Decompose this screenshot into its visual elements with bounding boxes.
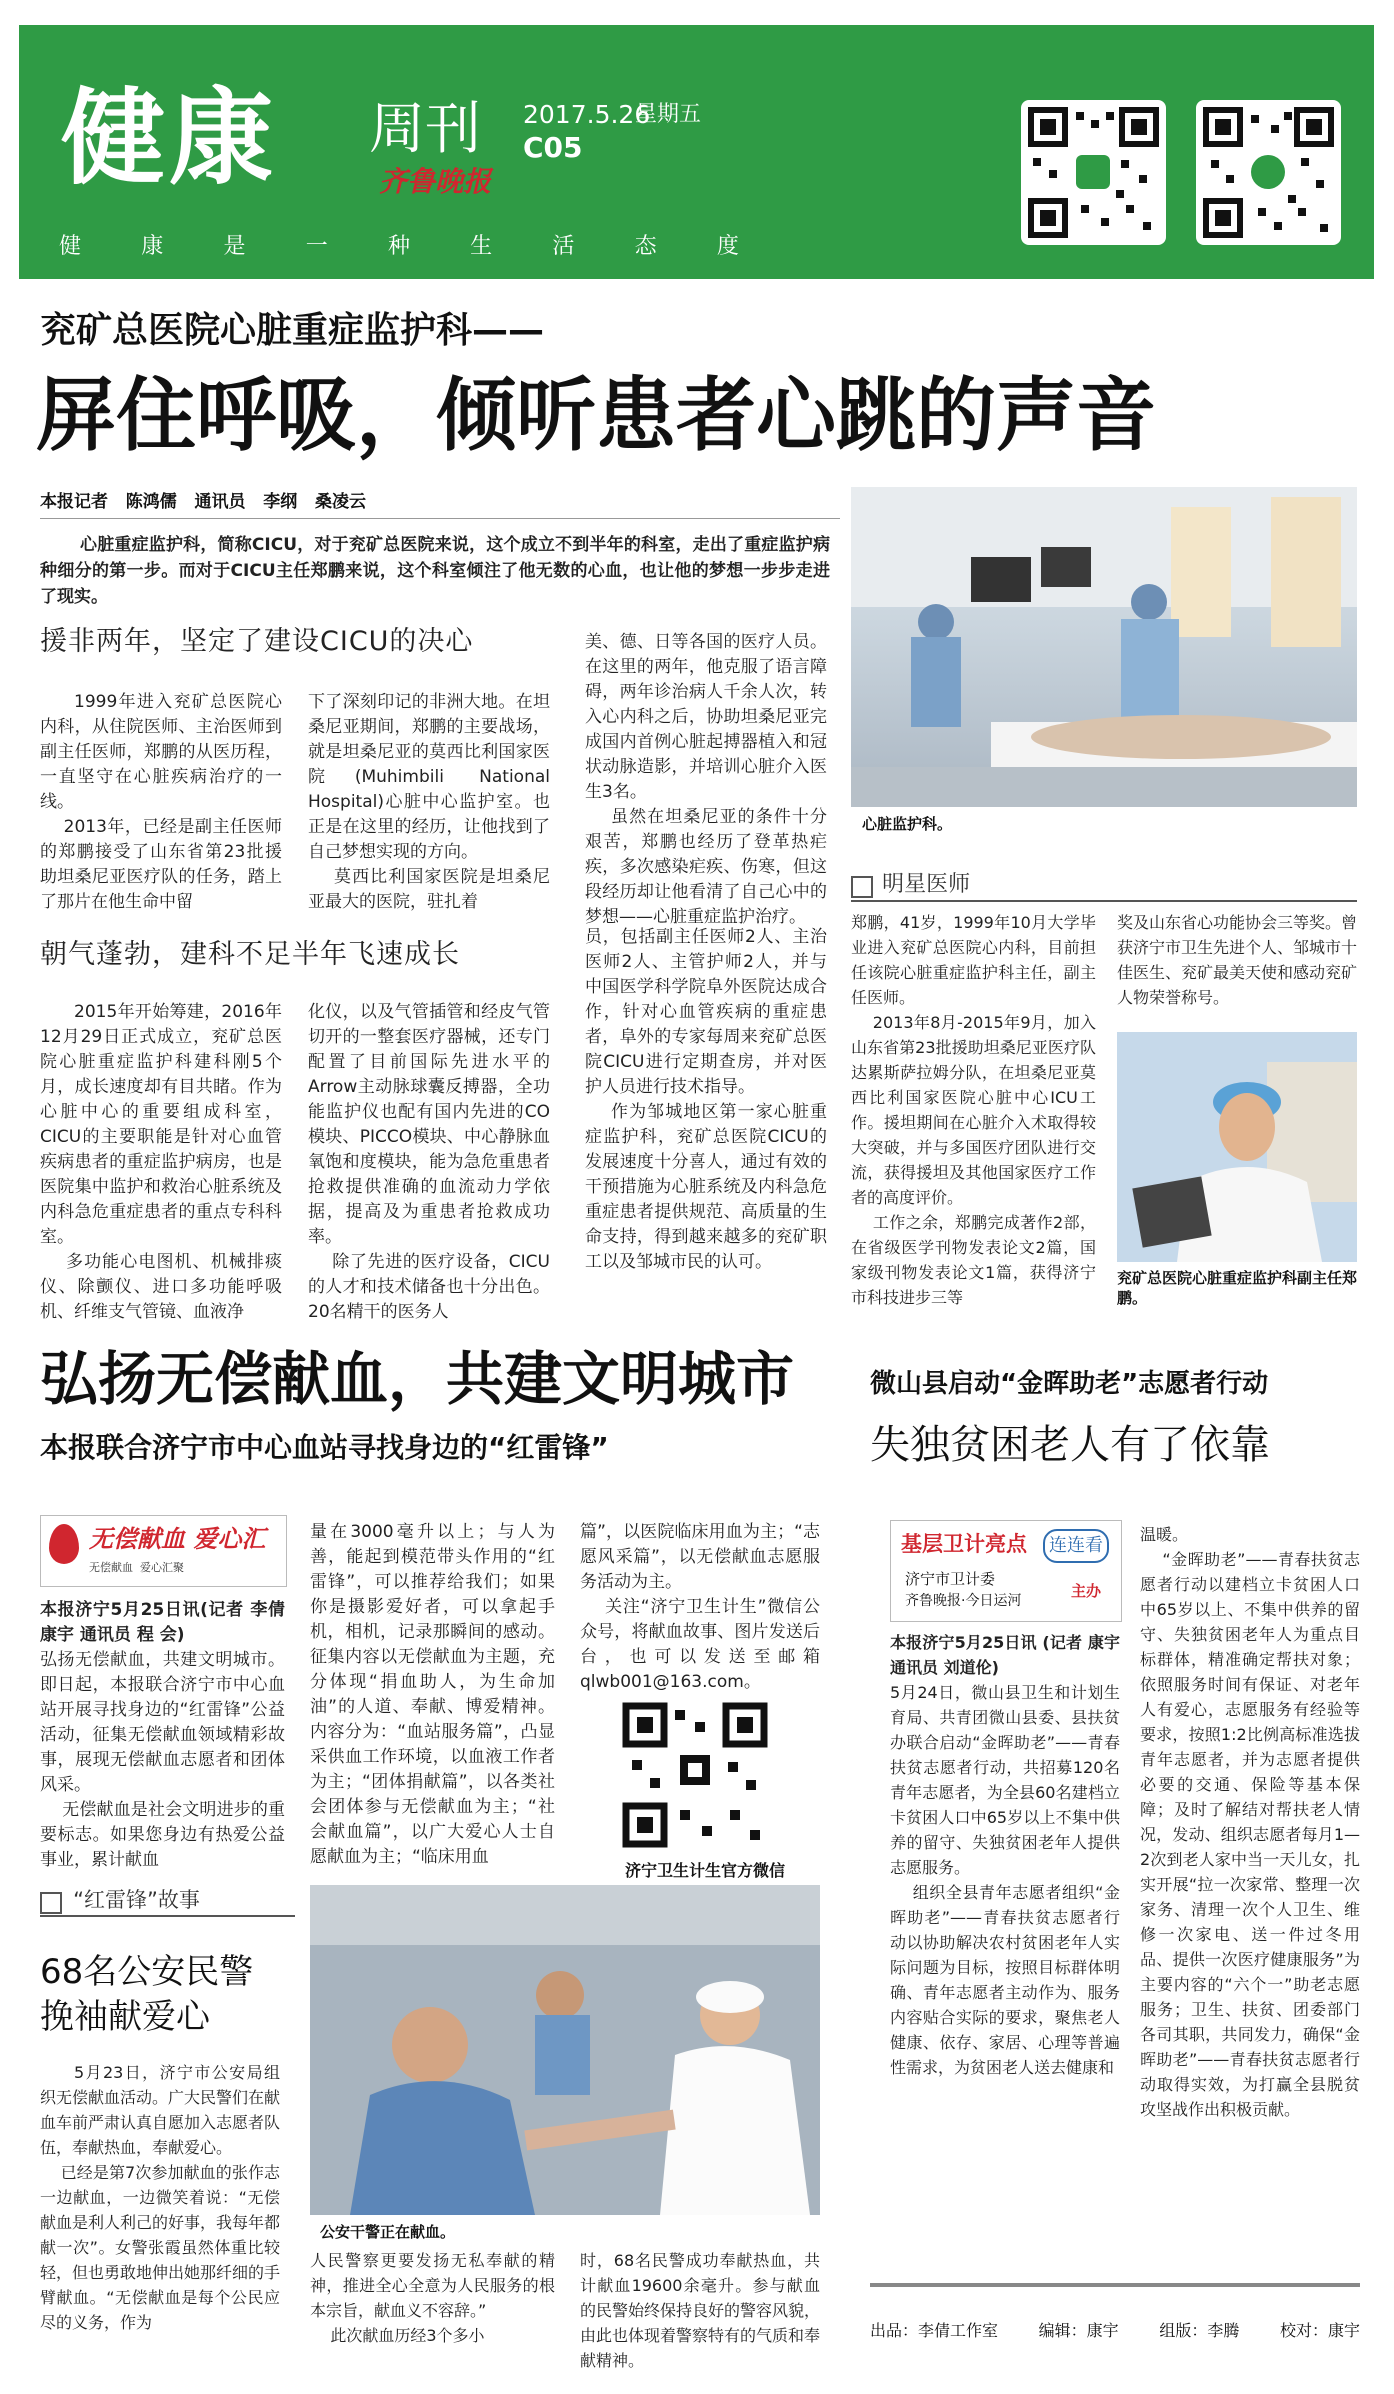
blood-drop-icon <box>49 1524 79 1564</box>
story-label-text: “红雷锋”故事 <box>73 1888 200 1912</box>
story3-col-b: 温暖。 “金晖助老”——青春扶贫志愿者行动以建档立卡贫困人口中65岁以上、不集中供养的留守、失独贫困老年人为重点目标群体，精准确定帮扶对象；依照服务时间有保证、对老年人有爱心，志愿服务有经验等要求，按照1:2比例高标准选拔青年志愿者，并为志愿者提供必要的交通、保险等基本保障；及时了解结对帮扶老人情况，发动、组织志愿者每月1—2次到老人家中当一天儿女，扎实开展“拉一次家常、整理一次家务、清理一次个人卫生、维修一次家电、送一件过冬用品、提供一次医疗健康服务”为主要内容的“六个一”助老志愿服务；卫生、扶贫、团委部门各司其职，共同发力，确保“金晖助老”——青春扶贫志愿者行动取得实效，为打赢全县脱贫攻坚战作出积极贡献。 <box>1140 1525 1360 2119</box>
story2-col-c: 篇”，以医院临床用血为主；“志愿风采篇”，以无偿献血志愿服务活动为主。 关注“济宁卫生计生”微信公众号，将献血故事、图片发送后台，也可以发送至邮箱qlwb001@163.com。 <box>580 1522 820 1692</box>
story2-dateline: 本报济宁5月25日讯(记者 李倩 康宇 通讯员 程 会) <box>40 1600 291 1645</box>
masthead-banner <box>19 25 1374 279</box>
qr-caption: 济宁卫生计生官方微信 <box>625 1861 786 1880</box>
story-label-icon <box>40 1892 62 1914</box>
slogan-char: 健 <box>59 234 82 259</box>
story1-col2-a: 2015年开始筹建，2016年12月29日正式成立，兖矿总医院心脏重症监护科建科刚5个月，成长速度却有目共睹。作为心脏中心的重要组成科室，CICU的主要职能是针对心血管疾病患者的重症监护病房，也是医院集中监护和救治心脏系统及内科急危重症患者的重点专科科室。 多功能心电图机、机械排痰仪、除颤仪、进口多功能呼吸机、纤维支气管镜、血液净 <box>40 1002 282 1322</box>
doctor-photo-caption: 兖矿总医院心脏重症监护科副主任郑鹏。 <box>1117 1269 1358 1307</box>
story1-col2-b: 化仪，以及气管插管和经皮气管切开的一整套医疗器械，还专门配置了目前国际先进水平的Arrow主动脉球囊反搏器，全功能监护仪也配有国内先进的CO模块、PICCO模块、中心静脉血氧饱和度模块，能为急危重患者抢救提供准确的血流动力学依据，提高及为重患者抢救成功率。 除了先进的医疗设备，CICU的人才和技术储备也十分出色。20名精干的医务人 <box>308 1002 550 1322</box>
logo-org: 济宁市卫计委 <box>905 1570 996 1588</box>
story1-subhead-1: 援非两年，坚定了建设CICU的决心 <box>40 626 474 657</box>
icu-ward-photo <box>851 487 1357 807</box>
story-col-b: 人民警察更要发扬无私奉献的精神，推进全心全意为人民服务的根本宗旨，献血义不容辞。” 此次献血历经3个多小 <box>310 2251 555 2345</box>
footer-producer: 出品：李倩工作室 <box>870 2321 999 2340</box>
masthead-paper-name: 齐鲁晚报 <box>379 165 492 198</box>
grassroots-logo <box>890 1520 1122 1622</box>
story3-col-a: 5月24日，微山县卫生和计划生育局、共青团微山县委、县扶贫办联合启动“金晖助老”——青春扶贫志愿者行动，共招募120名青年志愿者，为全县60名建档立卡贫困人口中65岁以上不集中供养的留守、失独贫困老年人提供志愿服务。 组织全县青年志愿者组织“金晖助老”——青春扶贫志愿者行动以协助解决农村贫困老年人实际问题为目标，按照目标群体明确、青年志愿者主动作为、服务内容贴合实际的要求，聚焦老人健康、依存、家居、心理等普遍性需求，为贫困老人送去健康和 <box>890 1683 1120 2077</box>
slogan-char: 活 <box>552 234 575 259</box>
story1-subhead-2: 朝气蓬勃，建科不足半年飞速成长 <box>40 939 460 970</box>
logo-text: 无偿献血 爱心汇 <box>89 1525 266 1553</box>
masthead-title: 健康 <box>61 77 278 199</box>
story1-col1-a: 1999年进入兖矿总医院心内科，从住院医师、主治医师到副主任医师，郑鹏的从医历程，一直坚守在心脏疾病治疗的一线。 2013年，已经是副主任医师的郑鹏接受了山东省第23批援助坦桑尼亚医疗队的任务，踏上了那片在他生命中留 <box>40 692 282 912</box>
story-col-c: 时，68名民警成功奉献热血，共计献血19600余毫升。参与献血的民警始终保持良好的警容风貌，由此也体现着警察特有的气质和奉献精神。 <box>580 2251 821 2370</box>
slogan-char: 态 <box>634 234 657 259</box>
photo-caption: 心脏监护科。 <box>862 815 953 833</box>
story-title-line-2: 挽袖献爱心 <box>40 1997 210 2037</box>
logo-host: 主办 <box>1071 1582 1102 1600</box>
doctor-box-label <box>851 870 1071 900</box>
doctor-box-col-a: 郑鹏，41岁，1999年10月大学毕业进入兖矿总医院心内科，目前担任该院心脏重症监护科主任，副主任医师。 2013年8月-2015年9月，加入山东省第23批援助坦桑尼亚医疗队达累斯萨拉姆分队，在坦桑尼亚莫西比利国家医院心脏中心ICU工作。援坦期间在心脏介入术取得较大突破，并与多国医疗团队进行交流，获得援坦及其他国家医疗工作者的高度评价。 工作之余，郑鹏完成著作2部，在省级医学刊物发表论文2篇，国家级刊物发表论文1篇，获得济宁市科技进步三等 <box>851 913 1097 1307</box>
footer-layout: 组版：李腾 <box>1159 2321 1240 2340</box>
doctor-box-col-b: 奖及山东省心功能协会三等奖。曾获济宁市卫生先进个人、邹城市十佳医生、兖矿最美天使和感动兖矿人物荣誉称号。 <box>1117 913 1358 1007</box>
masthead-slogan <box>59 232 739 262</box>
divider <box>40 1915 295 1917</box>
footer-rule <box>870 2283 1360 2287</box>
doctor-portrait-photo <box>1117 1032 1357 1262</box>
story1-col2-c: 员，包括副主任医师2人、主治医师2人、主管护师2人，并与中国医学科学院阜外医院达成合作，针对心血管疾病的重症患者，阜外的专家每周来兖矿总医院CICU进行定期查房，并对医护人员进行技术指导。 作为邹城地区第一家心脏重症监护科，兖矿总医院CICU的发展速度十分喜人，通过有效的干预措施为心脏系统及内科急危重症患者提供规范、高质量的生命支持，得到越来越多的兖矿职工以及邹城市民的认可。 <box>585 927 827 1272</box>
slogan-char: 一 <box>305 234 328 259</box>
story1-kicker: 兖矿总医院心脏重症监护科—— <box>40 310 545 351</box>
divider <box>851 900 1357 902</box>
doctor-box-title: 明星医师 <box>882 872 971 897</box>
story3-headline: 失独贫困老人有了依靠 <box>870 1422 1270 1468</box>
masthead-weekday: 星期五 <box>635 102 702 127</box>
story-title-line-1: 68名公安民警 <box>40 1952 254 1992</box>
doctor-box-icon <box>851 876 873 898</box>
story3-kicker: 微山县启动“金晖助老”志愿者行动 <box>870 1369 1269 1399</box>
story1-byline: 本报记者 陈鸿儒 通讯员 李纲 桑凌云 <box>40 492 367 512</box>
logo-badge: 连连看 <box>1043 1529 1109 1563</box>
logo-paper: 齐鲁晚报·今日运河 <box>905 1593 1022 1609</box>
divider <box>40 518 840 519</box>
story-col-a: 5月23日，济宁市公安局组织无偿献血活动。广大民警们在献血车前严肃认真自愿加入志愿者队伍，奉献热血，奉献爱心。 已经是第7次参加献血的张作志一边献血，一边微笑着说：“无偿献血是利人利己的好事，我每年都献一次”。女警张霞虽然体重比较轻，但也勇敢地伸出她那纤细的手臂献血。“无偿献血是每个公民应尽的义务，作为 <box>40 2063 281 2332</box>
slogan-char: 生 <box>470 234 493 259</box>
story1-col1-c: 美、德、日等各国的医疗人员。在这里的两年，他克服了语言障碍，两年诊治病人千余人次，转入心内科之后，协助坦桑尼亚完成国内首例心脏起搏器植入和冠状动脉造影，并培训心脏介入医生3名。 虽然在坦桑尼亚的条件十分艰苦，郑鹏也经历了登革热疟疾，多次感染疟疾、伤寒，但这段经历却让他看清了自己心中的梦想——心脏重症监护治疗。 <box>585 632 827 927</box>
masthead-page: C05 <box>523 131 583 164</box>
logo-banner: 基层卫计亮点 <box>901 1532 1027 1556</box>
blood-donation-logo <box>40 1515 287 1587</box>
police-photo-caption: 公安干警正在献血。 <box>320 2223 456 2241</box>
story2-headline: 弘扬无偿献血，共建文明城市 <box>40 1345 795 1413</box>
slogan-char: 种 <box>387 234 410 259</box>
qr-code-left[interactable] <box>1021 100 1166 245</box>
masthead-weekly: 周刊 <box>369 97 481 162</box>
police-donation-photo <box>310 1885 820 2215</box>
footer-credits <box>870 2320 1360 2342</box>
story1-col1-b: 下了深刻印记的非洲大地。在坦桑尼亚期间，郑鹏的主要战场，就是坦桑尼亚的莫西比利国家医院(Muhimbili National Hospital)心脏中心监护室。也正是在这里的经历，让他找到了自己梦想实现的方向。 莫西比利国家医院是坦桑尼亚最大的医院，驻扎着 <box>308 692 550 912</box>
story3-dateline: 本报济宁5月25日讯 (记者 康宇 通讯员 刘道伦) <box>890 1633 1126 1677</box>
story2-col-b: 量在3000毫升以上；与人为善，能起到模范带头作用的“红雷锋”，可以推荐给我们；如果你是摄影爱好者，可以拿起手机，相机，记录那瞬间的感动。征集内容以无偿献血为主题，充分体现“捐血助人，为生命加油”的人道、奉献、博爱精神。内容分为：“血站服务篇”，凸显采供血工作环境，以血液工作者为主；“团体捐献篇”，以各类社会团体参与无偿献血为主；“社会献血篇”，以广大爱心人士自愿献血为主；“临床用血 <box>310 1522 555 1867</box>
story2-subhead: 本报联合济宁市中心血站寻找身边的“红雷锋” <box>40 1431 609 1464</box>
logo-tag: 无偿献血 爱心汇聚 <box>89 1561 184 1574</box>
story1-headline: 屏住呼吸，倾听患者心跳的声音 <box>36 369 1156 462</box>
slogan-char: 康 <box>141 234 164 259</box>
footer-editor: 编辑：康宇 <box>1038 2321 1119 2340</box>
story1-lead: 心脏重症监护科，简称CICU，对于兖矿总医院来说，这个成立不到半年的科室，走出了重症监护病种细分的第一步。而对于CICU主任郑鹏来说，这个科室倾注了他无数的心血，也让他的梦想一步步走进了现实。 <box>40 535 830 607</box>
story-label <box>40 1885 295 1915</box>
slogan-char: 是 <box>223 234 246 259</box>
masthead-date: 2017.5.26 <box>523 100 651 129</box>
story2-col-a: 弘扬无偿献血，共建文明城市。即日起，本报联合济宁市中心血站开展寻找身边的“红雷锋”公益活动，征集无偿献血领域精彩故事，展现无偿献血志愿者和团体风采。 无偿献血是社会文明进步的重要标志。如果您身边有热爱公益事业，累计献血 <box>40 1650 285 1870</box>
wechat-qr-code[interactable] <box>620 1700 770 1850</box>
footer-proofreader: 校对：康宇 <box>1279 2321 1360 2340</box>
slogan-char: 度 <box>716 234 739 259</box>
qr-code-right[interactable] <box>1196 100 1341 245</box>
